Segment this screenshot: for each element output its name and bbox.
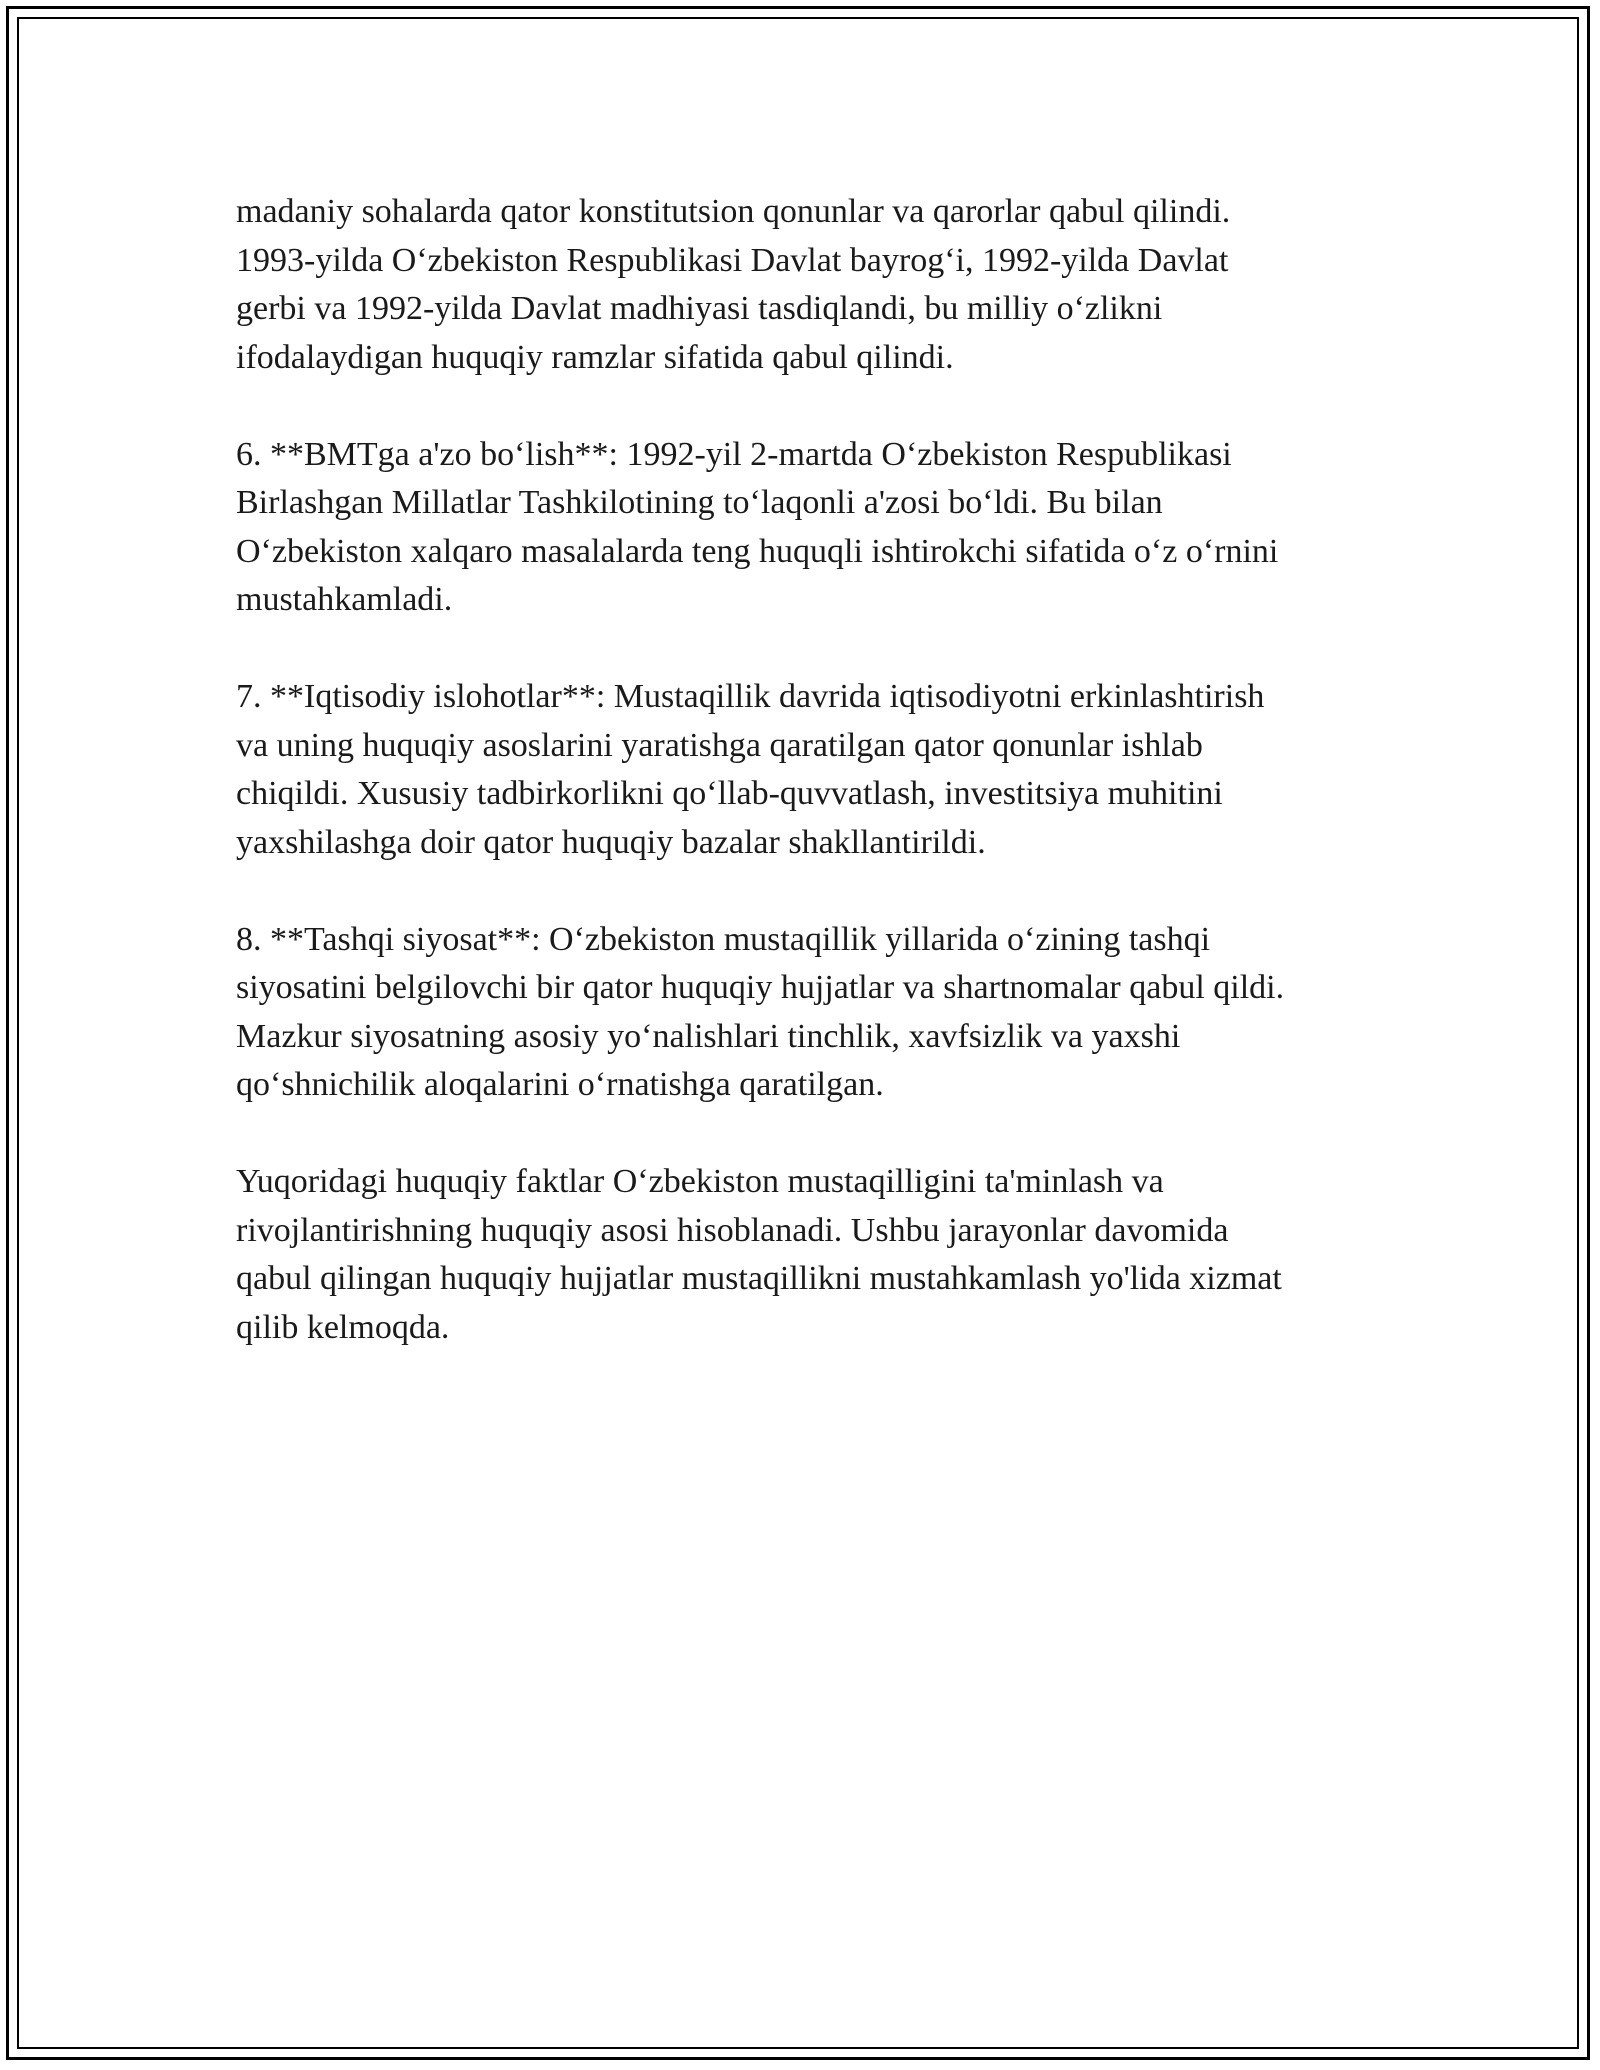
text-line: gerbi va 1992-yilda Davlat madhiyasi tasdiqlandi, bu milliy o‘zlikni bbox=[236, 290, 1163, 327]
text-line: Mazkur siyosatning asosiy yo‘nalishlari tinchlik, xavfsizlik va yaxshi bbox=[236, 1017, 1181, 1055]
text-line: qilib kelmoqda. bbox=[236, 1308, 450, 1346]
text-line: mustahkamladi. bbox=[236, 581, 453, 618]
text-line: madaniy sohalarda qator konstitutsion qonunlar va qarorlar qabul qilindi. bbox=[236, 193, 1231, 230]
document-body bbox=[236, 188, 1386, 1401]
text-line: 1993-yilda O‘zbekiston Respublikasi Davlat bayrog‘i, 1992-yilda Davlat bbox=[236, 241, 1229, 279]
text-line: chiqildi. Xususiy tadbirkorlikni qo‘llab-quvvatlash, investitsiya muhitini bbox=[236, 775, 1223, 812]
text-line: Yuqoridagi huquqiy faktlar O‘zbekiston mustaqilligini ta'minlash va bbox=[236, 1163, 1164, 1200]
paragraph-item-6-un-membership bbox=[236, 431, 1386, 625]
text-line: rivojlantirishning huquqiy asosi hisoblanadi. Ushbu jarayonlar davomida bbox=[236, 1211, 1229, 1249]
text-line: qo‘shnichilik aloqalarini o‘rnatishga qaratilgan. bbox=[236, 1066, 884, 1103]
text-line: qabul qilingan huquqiy hujjatlar mustaqillikni mustahkamlash yo'lida xizmat bbox=[236, 1260, 1282, 1297]
paragraph-symbols-intro bbox=[236, 188, 1386, 382]
text-line: 7. **Iqtisodiy islohotlar**: Mustaqillik davrida iqtisodiyotni erkinlashtirish bbox=[236, 678, 1265, 715]
text-line: O‘zbekiston xalqaro masalalarda teng huquqli ishtirokchi sifatida o‘z o‘rnini bbox=[236, 532, 1279, 570]
text-line: 8. **Tashqi siyosat**: O‘zbekiston mustaqillik yillarida o‘zining tashqi bbox=[236, 920, 1211, 958]
text-line: Birlashgan Millatlar Tashkilotining to‘laqonli a'zosi bo‘ldi. Bu bilan bbox=[236, 484, 1163, 521]
paragraph-conclusion bbox=[236, 1158, 1386, 1352]
text-line: ifodalaydigan huquqiy ramzlar sifatida qabul qilindi. bbox=[236, 338, 954, 376]
text-line: va uning huquqiy asoslarini yaratishga qaratilgan qator qonunlar ishlab bbox=[236, 726, 1203, 764]
paragraph-item-7-economic-reforms bbox=[236, 673, 1386, 867]
text-line: 6. **BMTga a'zo bo‘lish**: 1992-yil 2-martda O‘zbekiston Respublikasi bbox=[236, 435, 1232, 473]
text-line: siyosatini belgilovchi bir qator huquqiy hujjatlar va shartnomalar qabul qildi. bbox=[236, 969, 1285, 1006]
text-line: yaxshilashga doir qator huquqiy bazalar shakllantirildi. bbox=[236, 823, 986, 861]
paragraph-item-8-foreign-policy bbox=[236, 916, 1386, 1110]
